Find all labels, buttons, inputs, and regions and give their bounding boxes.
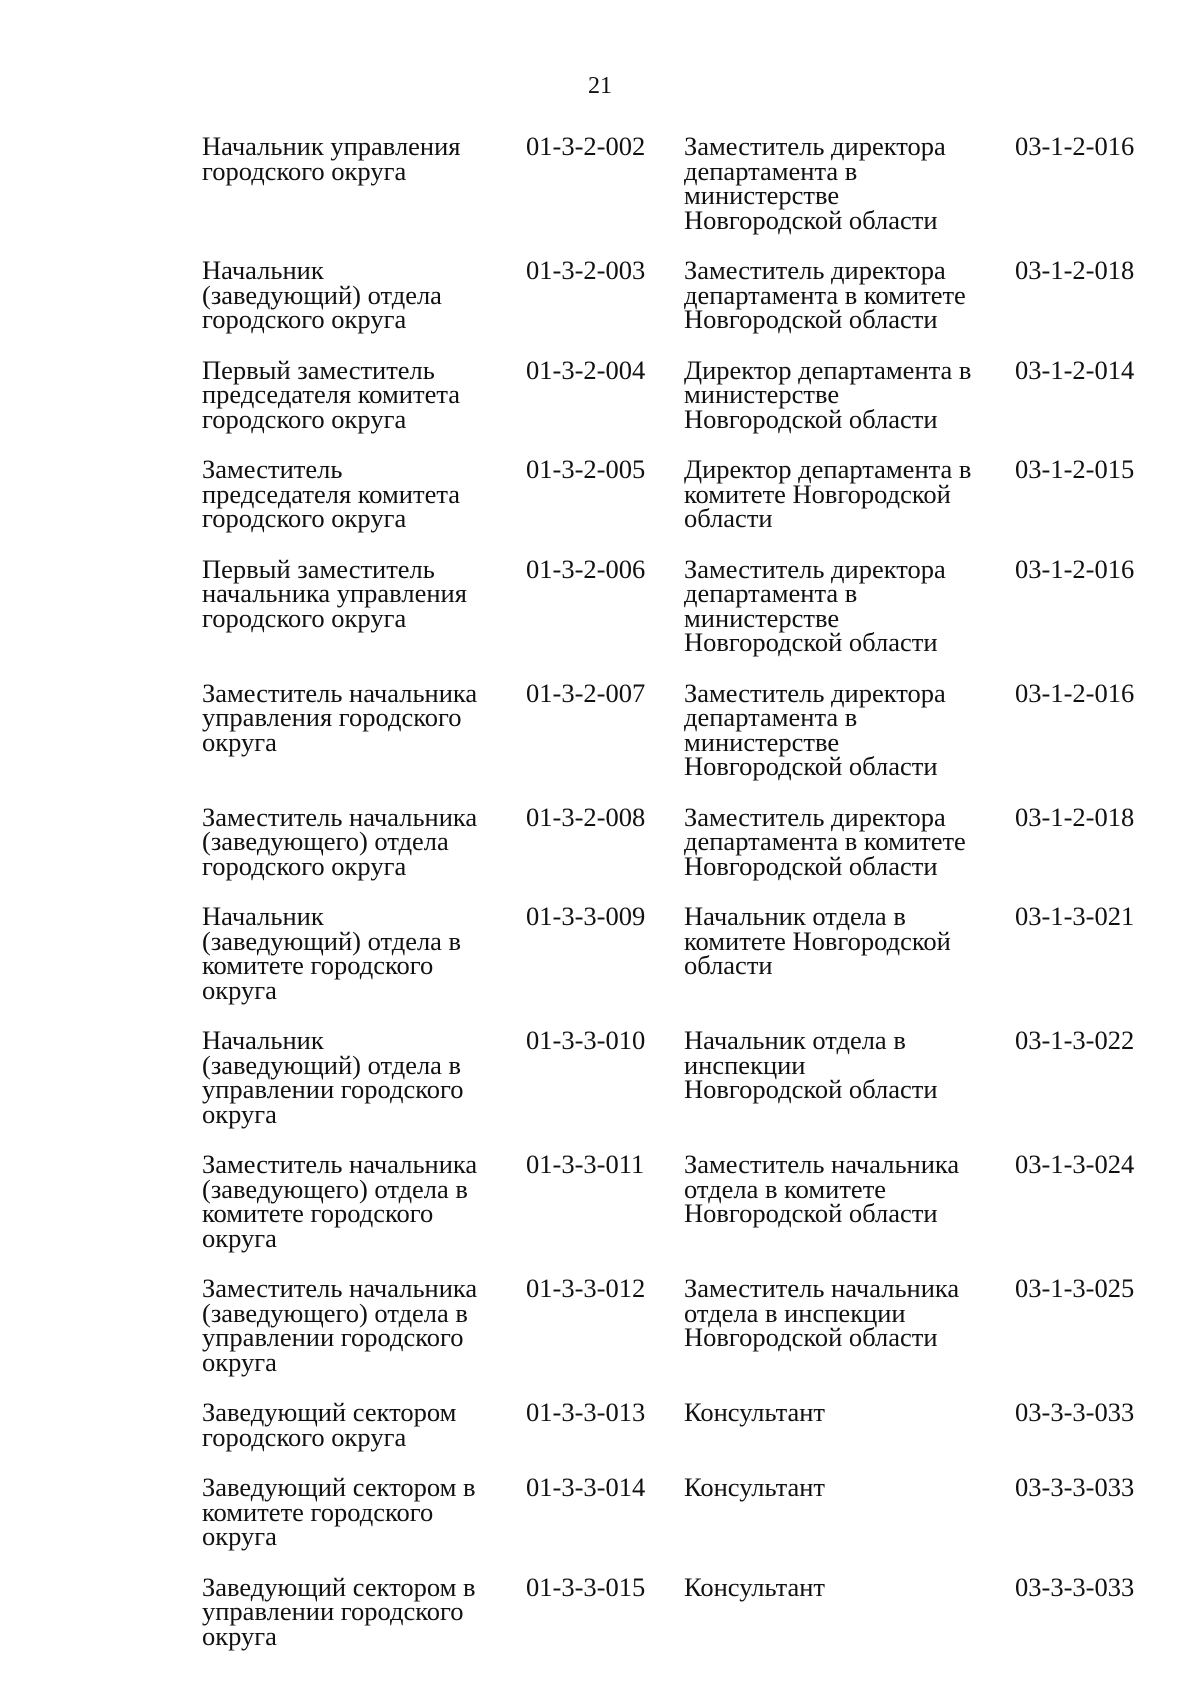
municipal-position: Заведующий сектором в управлении городского округа [202, 1571, 476, 1651]
table-row [202, 1276, 1152, 1400]
municipal-position: Начальник управления городского округа [202, 131, 461, 186]
civil-service-position-code: 03-1-3-025 [1015, 1273, 1135, 1303]
table-row [202, 1400, 1152, 1475]
municipal-position: Первый заместитель председателя комитета городского округа [202, 354, 460, 434]
civil-service-position: Директор департамента в комитете Новгородской области [684, 454, 972, 533]
municipal-position-code: 01-3-3-009 [526, 901, 646, 931]
municipal-position: Заместитель начальника (заведующего) отдела в управлении городского округа [202, 1273, 478, 1377]
civil-service-position: Начальник отдела в инспекции Новгородской области [684, 1025, 938, 1104]
municipal-position: Начальник (заведующий) отдела в управлении городского округа [202, 1025, 464, 1129]
municipal-position-code: 01-3-2-007 [526, 677, 646, 708]
municipal-position: Начальник (заведующий) отдела в комитете городского округа [202, 901, 462, 1005]
civil-service-position-code: 03-1-2-015 [1015, 454, 1135, 484]
civil-service-position-code: 03-1-2-018 [1015, 801, 1135, 832]
civil-service-position: Заместитель директора департамента в комитете Новгородской области [684, 801, 966, 881]
civil-service-position: Заместитель директора департамента в комитете Новгородской области [684, 255, 966, 334]
civil-service-position-code: 03-1-2-016 [1015, 131, 1135, 161]
civil-service-position: Заместитель начальника отдела в инспекции Новгородской области [684, 1273, 960, 1352]
table-row [202, 681, 1152, 805]
municipal-position-code: 01-3-2-002 [526, 131, 646, 161]
civil-service-position: Консультант [684, 1571, 826, 1602]
civil-service-position-code: 03-1-2-014 [1015, 354, 1135, 385]
table-row [202, 358, 1152, 458]
municipal-position-code: 01-3-3-011 [526, 1149, 645, 1179]
municipal-position: Заместитель начальника (заведующего) отдела в комитете городского округа [202, 1149, 478, 1253]
civil-service-position: Заместитель директора департамента в министерстве Новгородской области [684, 131, 946, 235]
table-row [202, 805, 1152, 905]
municipal-position-code: 01-3-2-005 [526, 454, 646, 484]
table-row [202, 1575, 1152, 1675]
municipal-position-code: 01-3-3-012 [526, 1273, 646, 1303]
table-row [202, 457, 1152, 557]
table-row [202, 258, 1152, 358]
municipal-position: Заместитель начальника управления городского округа [202, 677, 478, 757]
municipal-position-code: 01-3-3-010 [526, 1025, 646, 1055]
table-row [202, 904, 1152, 1028]
municipal-position-code: 01-3-2-006 [526, 553, 646, 584]
municipal-position: Заместитель начальника (заведующего) отдела городского округа [202, 801, 478, 881]
civil-service-position: Консультант [684, 1472, 826, 1502]
civil-service-position-code: 03-1-2-016 [1015, 553, 1135, 584]
civil-service-position-code: 03-3-3-033 [1015, 1397, 1135, 1427]
municipal-position: Заведующий сектором городского округа [202, 1397, 457, 1452]
municipal-position-code: 01-3-3-015 [526, 1571, 646, 1602]
civil-service-position: Заместитель директора департамента в министерстве Новгородской области [684, 677, 946, 781]
municipal-position: Заместитель председателя комитета городского округа [202, 454, 460, 533]
civil-service-position-code: 03-3-3-033 [1015, 1571, 1135, 1602]
municipal-position: Заведующий сектором в комитете городского округа [202, 1472, 476, 1551]
page-number: 21 [588, 73, 612, 99]
civil-service-position-code: 03-1-2-016 [1015, 677, 1135, 708]
civil-service-position: Директор департамента в министерстве Новгородской области [684, 354, 972, 434]
municipal-position-code: 01-3-2-003 [526, 255, 646, 285]
civil-service-position-code: 03-1-3-022 [1015, 1025, 1135, 1055]
table-row [202, 134, 1152, 258]
positions-table [202, 131, 1152, 1674]
municipal-position-code: 01-3-2-004 [526, 354, 646, 385]
municipal-position: Начальник (заведующий) отдела городского округа [202, 255, 442, 334]
civil-service-position-code: 03-3-3-033 [1015, 1472, 1135, 1502]
municipal-position: Первый заместитель начальника управления городского округа [202, 553, 467, 633]
table-row [202, 557, 1152, 681]
table-row [202, 1475, 1152, 1575]
civil-service-position: Консультант [684, 1397, 826, 1427]
table-row [202, 1152, 1152, 1276]
municipal-position-code: 01-3-3-014 [526, 1472, 646, 1502]
civil-service-position-code: 03-1-2-018 [1015, 255, 1135, 285]
municipal-position-code: 01-3-2-008 [526, 801, 646, 832]
civil-service-position: Заместитель директора департамента в министерстве Новгородской области [684, 553, 946, 657]
civil-service-position: Заместитель начальника отдела в комитете Новгородской области [684, 1149, 960, 1228]
municipal-position-code: 01-3-3-013 [526, 1397, 646, 1427]
civil-service-position-code: 03-1-3-021 [1015, 901, 1135, 931]
table-row [202, 1028, 1152, 1152]
civil-service-position-code: 03-1-3-024 [1015, 1149, 1135, 1179]
civil-service-position: Начальник отдела в комитете Новгородской области [684, 901, 951, 980]
